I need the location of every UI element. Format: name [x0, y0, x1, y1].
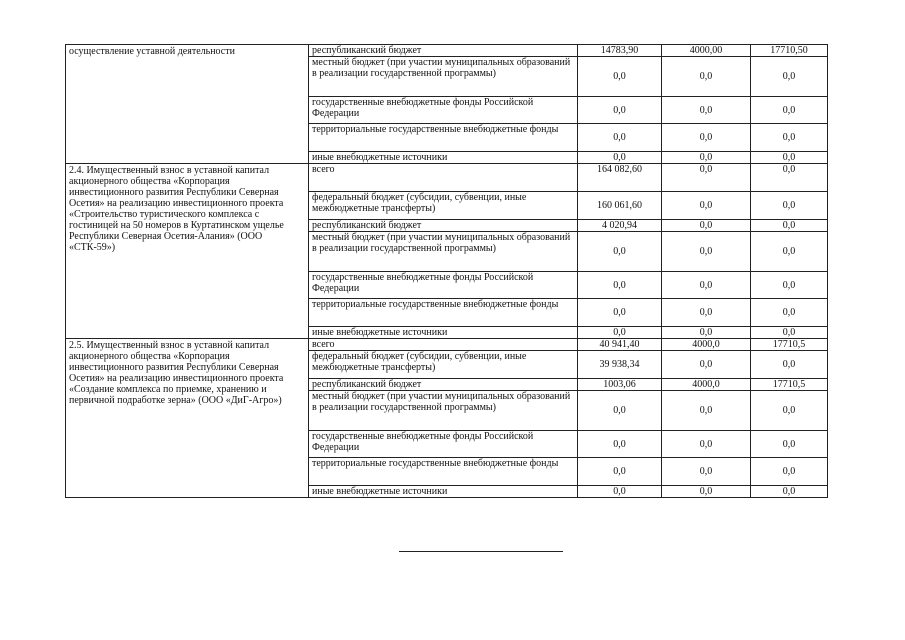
amount-cell-3: 17710,50 — [751, 45, 828, 57]
amount-cell-3: 0,0 — [751, 220, 828, 232]
funding-source-cell: иные внебюджетные источники — [309, 152, 578, 164]
amount-cell-1: 40 941,40 — [578, 339, 662, 351]
amount-cell-3: 0,0 — [751, 164, 828, 192]
amount-cell-2: 0,0 — [662, 124, 751, 152]
amount-cell-1: 0,0 — [578, 458, 662, 486]
amount-cell-1: 1003,06 — [578, 379, 662, 391]
footnote-separator-line — [399, 551, 563, 552]
funding-source-cell: территориальные государственные внебюджетные фонды — [309, 299, 578, 327]
funding-source-cell: республиканский бюджет — [309, 379, 578, 391]
amount-cell-3: 0,0 — [751, 192, 828, 220]
amount-cell-3: 0,0 — [751, 152, 828, 164]
amount-cell-2: 0,0 — [662, 272, 751, 299]
amount-cell-1: 0,0 — [578, 124, 662, 152]
funding-source-cell: республиканский бюджет — [309, 45, 578, 57]
amount-cell-2: 4000,0 — [662, 379, 751, 391]
funding-source-cell: местный бюджет (при участии муниципальных образований в реализации государственной программы) — [309, 57, 578, 97]
funding-source-cell: иные внебюджетные источники — [309, 327, 578, 339]
budget-table — [65, 44, 828, 498]
amount-cell-1: 39 938,34 — [578, 351, 662, 379]
amount-cell-3: 0,0 — [751, 232, 828, 272]
amount-cell-1: 0,0 — [578, 232, 662, 272]
amount-cell-1: 14783,90 — [578, 45, 662, 57]
amount-cell-3: 0,0 — [751, 391, 828, 431]
amount-cell-3: 0,0 — [751, 458, 828, 486]
funding-source-cell: иные внебюджетные источники — [309, 486, 578, 498]
funding-source-cell: федеральный бюджет (субсидии, субвенции, иные межбюджетные трансферты) — [309, 192, 578, 220]
amount-cell-3: 0,0 — [751, 272, 828, 299]
amount-cell-1: 0,0 — [578, 272, 662, 299]
funding-source-cell: государственные внебюджетные фонды Российской Федерации — [309, 272, 578, 299]
amount-cell-3: 0,0 — [751, 351, 828, 379]
table-row — [66, 45, 828, 57]
amount-cell-2: 0,0 — [662, 486, 751, 498]
measure-description-cell: 2.5. Имущественный взнос в уставной капитал акционерного общества «Корпорация инвестиционного развития Республики Северная Осетия» на реализацию инвестиционного проекта «Создание комплекса по приемке, хранению и первичной подработке зерна» (ООО «ДиГ-Агро») — [66, 339, 309, 498]
amount-cell-2: 4000,0 — [662, 339, 751, 351]
amount-cell-2: 0,0 — [662, 152, 751, 164]
funding-source-cell: федеральный бюджет (субсидии, субвенции, иные межбюджетные трансферты) — [309, 351, 578, 379]
amount-cell-3: 0,0 — [751, 97, 828, 124]
funding-source-cell: территориальные государственные внебюджетные фонды — [309, 124, 578, 152]
amount-cell-2: 0,0 — [662, 220, 751, 232]
amount-cell-3: 0,0 — [751, 57, 828, 97]
amount-cell-1: 0,0 — [578, 57, 662, 97]
amount-cell-2: 0,0 — [662, 458, 751, 486]
amount-cell-3: 0,0 — [751, 431, 828, 458]
amount-cell-1: 4 020,94 — [578, 220, 662, 232]
table-row — [66, 164, 828, 192]
amount-cell-3: 0,0 — [751, 299, 828, 327]
funding-source-cell: местный бюджет (при участии муниципальных образований в реализации государственной программы) — [309, 391, 578, 431]
amount-cell-2: 0,0 — [662, 299, 751, 327]
amount-cell-1: 0,0 — [578, 299, 662, 327]
funding-source-cell: республиканский бюджет — [309, 220, 578, 232]
measure-description-cell: осуществление уставной деятельности — [66, 45, 309, 164]
amount-cell-2: 0,0 — [662, 232, 751, 272]
amount-cell-2: 0,0 — [662, 431, 751, 458]
funding-source-cell: всего — [309, 164, 578, 192]
amount-cell-3: 0,0 — [751, 486, 828, 498]
amount-cell-1: 0,0 — [578, 327, 662, 339]
amount-cell-3: 0,0 — [751, 327, 828, 339]
amount-cell-1: 0,0 — [578, 431, 662, 458]
amount-cell-2: 0,0 — [662, 327, 751, 339]
amount-cell-1: 160 061,60 — [578, 192, 662, 220]
funding-source-cell: государственные внебюджетные фонды Российской Федерации — [309, 97, 578, 124]
amount-cell-2: 0,0 — [662, 57, 751, 97]
table-body — [66, 45, 828, 498]
funding-source-cell: местный бюджет (при участии муниципальных образований в реализации государственной программы) — [309, 232, 578, 272]
measure-description-cell: 2.4. Имущественный взнос в уставной капитал акционерного общества «Корпорация инвестиционного развития Республики Северная Осетия» на реализацию инвестиционного проекта «Строительство туристического комплекса с гостиницей на 50 номеров в Куртатинском ущелье Республики Северная Осетия-Алания» (ООО «СТК-59») — [66, 164, 309, 339]
amount-cell-1: 0,0 — [578, 486, 662, 498]
amount-cell-3: 17710,5 — [751, 339, 828, 351]
table-row — [66, 339, 828, 351]
funding-source-cell: государственные внебюджетные фонды Российской Федерации — [309, 431, 578, 458]
amount-cell-2: 0,0 — [662, 97, 751, 124]
amount-cell-1: 0,0 — [578, 152, 662, 164]
amount-cell-2: 4000,00 — [662, 45, 751, 57]
amount-cell-3: 0,0 — [751, 124, 828, 152]
amount-cell-1: 0,0 — [578, 97, 662, 124]
amount-cell-2: 0,0 — [662, 391, 751, 431]
funding-source-cell: всего — [309, 339, 578, 351]
amount-cell-1: 0,0 — [578, 391, 662, 431]
amount-cell-2: 0,0 — [662, 192, 751, 220]
amount-cell-3: 17710,5 — [751, 379, 828, 391]
amount-cell-1: 164 082,60 — [578, 164, 662, 192]
funding-source-cell: территориальные государственные внебюджетные фонды — [309, 458, 578, 486]
amount-cell-2: 0,0 — [662, 164, 751, 192]
amount-cell-2: 0,0 — [662, 351, 751, 379]
